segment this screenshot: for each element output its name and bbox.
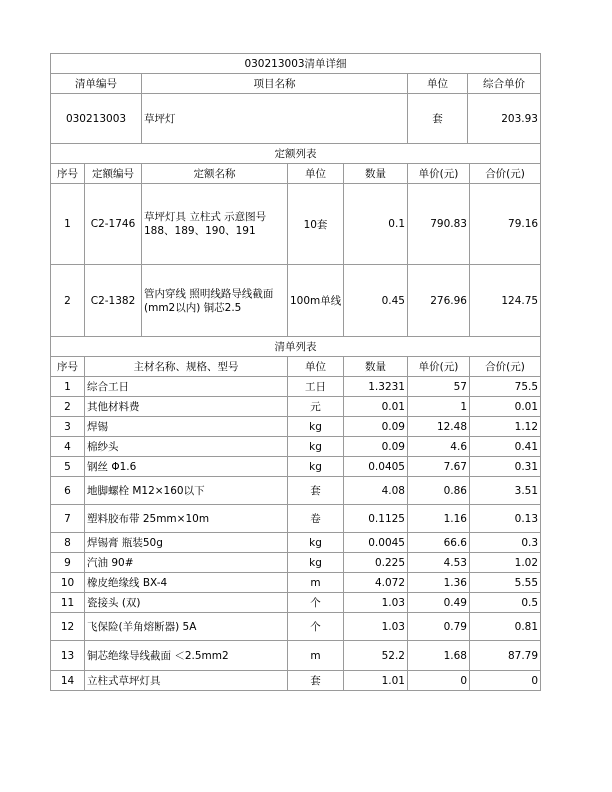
quota-row bbox=[51, 184, 541, 265]
material-no: 7 bbox=[51, 505, 85, 533]
material-price: 12.48 bbox=[408, 417, 470, 437]
material-row bbox=[51, 437, 541, 457]
material-qty: 0.0045 bbox=[344, 533, 408, 553]
material-name: 棉纱头 bbox=[85, 437, 288, 457]
quota-section-title: 定额列表 bbox=[51, 144, 541, 164]
material-row bbox=[51, 377, 541, 397]
quota-total: 124.75 bbox=[470, 265, 541, 337]
material-total: 0.01 bbox=[470, 397, 541, 417]
material-qty: 1.01 bbox=[344, 671, 408, 691]
material-name: 焊锡 bbox=[85, 417, 288, 437]
material-name: 汽油 90# bbox=[85, 553, 288, 573]
material-row bbox=[51, 593, 541, 613]
material-price: 7.67 bbox=[408, 457, 470, 477]
header-item-name: 项目名称 bbox=[142, 74, 408, 94]
material-total: 0.31 bbox=[470, 457, 541, 477]
quota-header-qty: 数量 bbox=[344, 164, 408, 184]
material-total: 75.5 bbox=[470, 377, 541, 397]
header-unit-price: 综合单价 bbox=[468, 74, 541, 94]
quota-no: 2 bbox=[51, 265, 85, 337]
material-no: 1 bbox=[51, 377, 85, 397]
material-name: 综合工日 bbox=[85, 377, 288, 397]
quota-unit: 10套 bbox=[288, 184, 344, 265]
material-unit: kg bbox=[288, 457, 344, 477]
material-total: 87.79 bbox=[470, 641, 541, 671]
material-unit: kg bbox=[288, 533, 344, 553]
material-price: 1.68 bbox=[408, 641, 470, 671]
material-unit: m bbox=[288, 641, 344, 671]
material-no: 4 bbox=[51, 437, 85, 457]
material-unit: kg bbox=[288, 553, 344, 573]
material-unit: 个 bbox=[288, 593, 344, 613]
material-name: 立柱式草坪灯具 bbox=[85, 671, 288, 691]
material-no: 5 bbox=[51, 457, 85, 477]
material-name: 塑料胶布带 25mm×10m bbox=[85, 505, 288, 533]
quota-header-no: 序号 bbox=[51, 164, 85, 184]
quota-price: 790.83 bbox=[408, 184, 470, 265]
material-total: 0.13 bbox=[470, 505, 541, 533]
quota-header-unit: 单位 bbox=[288, 164, 344, 184]
material-total: 0.41 bbox=[470, 437, 541, 457]
material-no: 11 bbox=[51, 593, 85, 613]
material-price: 1.36 bbox=[408, 573, 470, 593]
quota-price: 276.96 bbox=[408, 265, 470, 337]
quota-code: C2-1746 bbox=[85, 184, 142, 265]
material-price: 0 bbox=[408, 671, 470, 691]
material-no: 9 bbox=[51, 553, 85, 573]
material-no: 2 bbox=[51, 397, 85, 417]
material-no: 8 bbox=[51, 533, 85, 553]
quota-row bbox=[51, 265, 541, 337]
materials-section-title: 清单列表 bbox=[51, 337, 541, 357]
material-no: 10 bbox=[51, 573, 85, 593]
material-unit: 个 bbox=[288, 613, 344, 641]
quota-code: C2-1382 bbox=[85, 265, 142, 337]
materials-table bbox=[50, 336, 541, 691]
material-price: 4.53 bbox=[408, 553, 470, 573]
material-unit: 卷 bbox=[288, 505, 344, 533]
material-row bbox=[51, 505, 541, 533]
materials-header-unit: 单位 bbox=[288, 357, 344, 377]
material-price: 66.6 bbox=[408, 533, 470, 553]
material-qty: 0.225 bbox=[344, 553, 408, 573]
quota-header-name: 定额名称 bbox=[142, 164, 288, 184]
materials-header-total: 合价(元) bbox=[470, 357, 541, 377]
material-row bbox=[51, 417, 541, 437]
header-unit: 单位 bbox=[408, 74, 468, 94]
material-name: 瓷接头 (双) bbox=[85, 593, 288, 613]
material-name: 飞保险(羊角熔断器) 5A bbox=[85, 613, 288, 641]
material-total: 5.55 bbox=[470, 573, 541, 593]
quota-qty: 0.1 bbox=[344, 184, 408, 265]
material-total: 1.02 bbox=[470, 553, 541, 573]
material-no: 14 bbox=[51, 671, 85, 691]
bill-code: 030213003 bbox=[51, 94, 142, 144]
material-row bbox=[51, 457, 541, 477]
materials-header-price: 单价(元) bbox=[408, 357, 470, 377]
bill-name: 草坪灯 bbox=[142, 94, 408, 144]
material-row bbox=[51, 641, 541, 671]
material-row bbox=[51, 671, 541, 691]
material-total: 3.51 bbox=[470, 477, 541, 505]
bill-unit: 套 bbox=[408, 94, 468, 144]
material-qty: 0.09 bbox=[344, 437, 408, 457]
quota-header-code: 定额编号 bbox=[85, 164, 142, 184]
material-row bbox=[51, 573, 541, 593]
material-qty: 0.09 bbox=[344, 417, 408, 437]
material-unit: 元 bbox=[288, 397, 344, 417]
material-price: 1.16 bbox=[408, 505, 470, 533]
material-price: 0.79 bbox=[408, 613, 470, 641]
material-unit: 套 bbox=[288, 671, 344, 691]
quota-qty: 0.45 bbox=[344, 265, 408, 337]
material-qty: 1.3231 bbox=[344, 377, 408, 397]
quota-header-price: 单价(元) bbox=[408, 164, 470, 184]
material-name: 铜芯绝缘导线截面 ＜2.5mm2 bbox=[85, 641, 288, 671]
material-row bbox=[51, 533, 541, 553]
material-price: 0.49 bbox=[408, 593, 470, 613]
material-price: 4.6 bbox=[408, 437, 470, 457]
material-total: 0.81 bbox=[470, 613, 541, 641]
material-unit: kg bbox=[288, 437, 344, 457]
material-name: 橡皮绝缘线 BX-4 bbox=[85, 573, 288, 593]
material-total: 0.3 bbox=[470, 533, 541, 553]
material-total: 0.5 bbox=[470, 593, 541, 613]
quota-table bbox=[50, 143, 541, 337]
bill-table bbox=[50, 53, 541, 144]
material-no: 3 bbox=[51, 417, 85, 437]
material-row bbox=[51, 397, 541, 417]
material-row bbox=[51, 477, 541, 505]
material-name: 钢丝 Φ1.6 bbox=[85, 457, 288, 477]
materials-header-qty: 数量 bbox=[344, 357, 408, 377]
material-qty: 0.01 bbox=[344, 397, 408, 417]
material-qty: 1.03 bbox=[344, 613, 408, 641]
material-name: 焊锡膏 瓶装50g bbox=[85, 533, 288, 553]
header-bill-code: 清单编号 bbox=[51, 74, 142, 94]
material-name: 地脚螺栓 M12×160以下 bbox=[85, 477, 288, 505]
page-title: 030213003清单详细 bbox=[51, 54, 541, 74]
material-no: 12 bbox=[51, 613, 85, 641]
material-row bbox=[51, 613, 541, 641]
material-total: 0 bbox=[470, 671, 541, 691]
material-unit: 套 bbox=[288, 477, 344, 505]
material-price: 1 bbox=[408, 397, 470, 417]
material-total: 1.12 bbox=[470, 417, 541, 437]
quota-name: 管内穿线 照明线路导线截面(mm2以内) 铜芯2.5 bbox=[142, 265, 288, 337]
material-name: 其他材料费 bbox=[85, 397, 288, 417]
material-qty: 0.0405 bbox=[344, 457, 408, 477]
material-qty: 4.08 bbox=[344, 477, 408, 505]
quota-header-total: 合价(元) bbox=[470, 164, 541, 184]
materials-header-name: 主材名称、规格、型号 bbox=[85, 357, 288, 377]
material-price: 0.86 bbox=[408, 477, 470, 505]
material-qty: 0.1125 bbox=[344, 505, 408, 533]
material-unit: 工日 bbox=[288, 377, 344, 397]
material-qty: 4.072 bbox=[344, 573, 408, 593]
quota-total: 79.16 bbox=[470, 184, 541, 265]
quota-no: 1 bbox=[51, 184, 85, 265]
material-qty: 1.03 bbox=[344, 593, 408, 613]
material-no: 13 bbox=[51, 641, 85, 671]
quota-name: 草坪灯具 立柱式 示意图号188、189、190、191 bbox=[142, 184, 288, 265]
material-price: 57 bbox=[408, 377, 470, 397]
material-qty: 52.2 bbox=[344, 641, 408, 671]
material-row bbox=[51, 553, 541, 573]
material-unit: kg bbox=[288, 417, 344, 437]
material-unit: m bbox=[288, 573, 344, 593]
quota-unit: 100m单线 bbox=[288, 265, 344, 337]
bill-unit-price: 203.93 bbox=[468, 94, 541, 144]
materials-header-no: 序号 bbox=[51, 357, 85, 377]
material-no: 6 bbox=[51, 477, 85, 505]
